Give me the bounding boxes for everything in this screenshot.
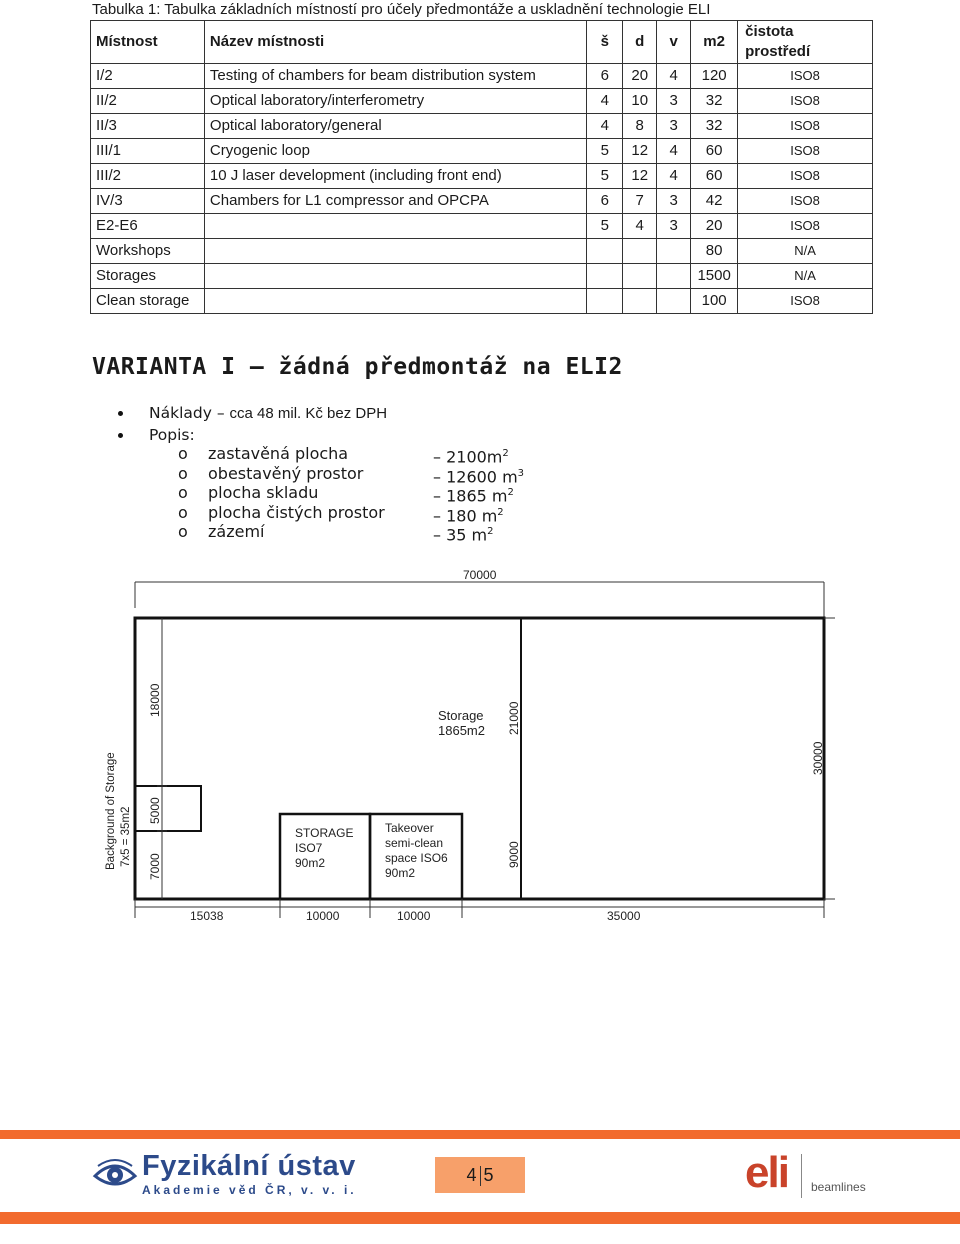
cell-room: Clean storage bbox=[91, 289, 205, 314]
table-row bbox=[91, 164, 873, 189]
footer-top-bar bbox=[0, 1130, 960, 1139]
bullet-icon bbox=[118, 433, 123, 438]
cell-environment: ISO8 bbox=[738, 139, 873, 164]
header-depth: d bbox=[623, 21, 657, 64]
sub-value-exp: 2 bbox=[497, 506, 504, 518]
sub-value-text: – 1865 m bbox=[433, 486, 508, 506]
cell-width bbox=[587, 264, 623, 289]
sub-marker: o bbox=[178, 463, 188, 483]
fzu-title: Fyzikální ústav bbox=[142, 1150, 356, 1182]
cell-name bbox=[204, 239, 586, 264]
table-row bbox=[91, 264, 873, 289]
building-outline bbox=[135, 618, 824, 899]
cell-depth bbox=[623, 239, 657, 264]
table-row bbox=[91, 239, 873, 264]
eli-subtitle: beamlines bbox=[811, 1180, 866, 1194]
cell-width bbox=[587, 289, 623, 314]
cell-room: E2-E6 bbox=[91, 214, 205, 239]
dim-left-18000: 18000 bbox=[148, 683, 162, 717]
fzu-logo bbox=[92, 1150, 357, 1202]
cell-environment: N/A bbox=[738, 239, 873, 264]
floor-plan bbox=[95, 560, 835, 930]
table-row bbox=[91, 114, 873, 139]
table-row bbox=[91, 89, 873, 114]
background-label-1: Background of Storage bbox=[105, 752, 117, 870]
table-header-row bbox=[91, 21, 873, 64]
cell-area: 20 bbox=[691, 214, 738, 239]
eli-wordmark: eli bbox=[745, 1148, 788, 1197]
footer-bottom-bar bbox=[0, 1212, 960, 1224]
costs-dash: – bbox=[211, 404, 230, 422]
cell-name bbox=[204, 264, 586, 289]
dim-21000: 21000 bbox=[507, 701, 521, 735]
takeover-label-1: Takeover bbox=[385, 821, 434, 835]
sub-label: zastavěná plocha bbox=[208, 444, 349, 463]
cell-environment: ISO8 bbox=[738, 214, 873, 239]
header-name: Název místnosti bbox=[204, 21, 586, 64]
description-label: Popis: bbox=[149, 426, 195, 444]
page-separator bbox=[480, 1166, 481, 1186]
fzu-subtitle: Akademie věd ČR, v. v. i. bbox=[142, 1183, 357, 1197]
cell-depth: 7 bbox=[623, 189, 657, 214]
sub-marker: o bbox=[178, 483, 188, 503]
table-row bbox=[91, 189, 873, 214]
background-room bbox=[135, 786, 201, 831]
storage-label-2: 1865m2 bbox=[438, 723, 485, 738]
cell-area: 120 bbox=[691, 64, 738, 89]
cell-depth: 10 bbox=[623, 89, 657, 114]
storage-label-1: Storage bbox=[438, 708, 484, 723]
header-env-line1: čistota bbox=[745, 23, 794, 40]
cell-width: 4 bbox=[587, 114, 623, 139]
cell-height: 3 bbox=[657, 89, 691, 114]
cell-area: 32 bbox=[691, 114, 738, 139]
cell-environment: N/A bbox=[738, 264, 873, 289]
cell-room: II/3 bbox=[91, 114, 205, 139]
rooms-table bbox=[90, 20, 873, 314]
dim-bottom-4: 35000 bbox=[607, 909, 641, 923]
dim-bottom-3: 10000 bbox=[397, 909, 431, 923]
cell-name bbox=[204, 289, 586, 314]
cell-height: 4 bbox=[657, 164, 691, 189]
cell-room: II/2 bbox=[91, 89, 205, 114]
costs-label: Náklady bbox=[149, 404, 212, 422]
cell-room: IV/3 bbox=[91, 189, 205, 214]
cell-width: 5 bbox=[587, 164, 623, 189]
cell-room: Workshops bbox=[91, 239, 205, 264]
cell-width: 5 bbox=[587, 139, 623, 164]
dim-left-7000: 7000 bbox=[148, 853, 162, 880]
sub-marker: o bbox=[178, 502, 188, 522]
sub-value-exp: 2 bbox=[487, 526, 494, 538]
cell-depth: 8 bbox=[623, 114, 657, 139]
takeover-label-2: semi-clean bbox=[385, 836, 444, 850]
header-area: m2 bbox=[691, 21, 738, 64]
sub-value-exp: 2 bbox=[502, 448, 509, 459]
cell-room: Storages bbox=[91, 264, 205, 289]
eli-divider bbox=[801, 1154, 802, 1198]
sub-value-exp: 3 bbox=[517, 467, 525, 479]
cell-name: 10 J laser development (including front end) bbox=[204, 164, 586, 189]
header-environment bbox=[738, 21, 873, 64]
sub-value-text: – 35 m bbox=[433, 525, 488, 545]
page-current: 4 bbox=[466, 1165, 477, 1185]
cell-depth bbox=[623, 289, 657, 314]
cell-name: Optical laboratory/interferometry bbox=[204, 89, 586, 114]
cell-area: 100 bbox=[691, 289, 738, 314]
cell-width bbox=[587, 239, 623, 264]
cell-height bbox=[657, 289, 691, 314]
cell-environment: ISO8 bbox=[738, 114, 873, 139]
header-room: Místnost bbox=[91, 21, 205, 64]
cell-area: 42 bbox=[691, 189, 738, 214]
cell-room: I/2 bbox=[91, 64, 205, 89]
table-row bbox=[91, 214, 873, 239]
dimension-top bbox=[135, 582, 824, 618]
fzu-eye-icon bbox=[92, 1152, 138, 1198]
clean-storage-label-3: 90m2 bbox=[295, 856, 326, 870]
table-caption: Tabulka 1: Tabulka základních místností pro účely předmontáže a uskladnění technologie ELI bbox=[92, 1, 711, 18]
cell-environment: ISO8 bbox=[738, 289, 873, 314]
takeover-label-3: space ISO6 bbox=[385, 851, 448, 865]
cell-environment: ISO8 bbox=[738, 89, 873, 114]
dimension-right bbox=[824, 618, 835, 899]
header-width: š bbox=[587, 21, 623, 64]
cell-name: Cryogenic loop bbox=[204, 139, 586, 164]
cell-environment: ISO8 bbox=[738, 64, 873, 89]
dim-right-label: 30000 bbox=[811, 741, 825, 775]
cell-room: III/1 bbox=[91, 139, 205, 164]
dim-bottom-1: 15038 bbox=[190, 909, 224, 923]
cell-width: 5 bbox=[587, 214, 623, 239]
header-height: v bbox=[657, 21, 691, 64]
sub-value-text: – 2100m bbox=[433, 447, 503, 467]
sub-value bbox=[433, 522, 494, 545]
cell-width: 4 bbox=[587, 89, 623, 114]
cell-area: 32 bbox=[691, 89, 738, 114]
sub-marker: o bbox=[178, 444, 188, 463]
dimension-bottom bbox=[135, 899, 824, 918]
cell-environment: ISO8 bbox=[738, 189, 873, 214]
cell-height: 3 bbox=[657, 189, 691, 214]
variant-title: VARIANTA I – žádná předmontáž na ELI2 bbox=[92, 354, 623, 380]
cell-environment: ISO8 bbox=[738, 164, 873, 189]
cell-depth: 12 bbox=[623, 139, 657, 164]
cell-height bbox=[657, 264, 691, 289]
dim-top-label: 70000 bbox=[463, 568, 497, 582]
sub-value-exp: 2 bbox=[507, 487, 514, 499]
costs-value: cca 48 mil. Kč bez DPH bbox=[229, 405, 388, 422]
cell-height: 4 bbox=[657, 64, 691, 89]
table-row bbox=[91, 289, 873, 314]
eli-logo bbox=[745, 1148, 875, 1204]
cell-room: III/2 bbox=[91, 164, 205, 189]
cell-width: 6 bbox=[587, 64, 623, 89]
dim-9000: 9000 bbox=[507, 841, 521, 868]
cell-height: 3 bbox=[657, 214, 691, 239]
sub-value-text: – 180 m bbox=[433, 506, 498, 526]
cell-width: 6 bbox=[587, 189, 623, 214]
dim-left-5000: 5000 bbox=[148, 797, 162, 824]
cell-name: Testing of chambers for beam distribution system bbox=[204, 64, 586, 89]
cell-area: 60 bbox=[691, 164, 738, 189]
cell-area: 1500 bbox=[691, 264, 738, 289]
sub-label: obestavěný prostor bbox=[208, 463, 364, 483]
page-number-box bbox=[435, 1157, 525, 1193]
cell-name bbox=[204, 214, 586, 239]
cell-name: Chambers for L1 compressor and OPCPA bbox=[204, 189, 586, 214]
takeover-label-4: 90m2 bbox=[385, 866, 416, 880]
cell-area: 80 bbox=[691, 239, 738, 264]
sub-label: plocha čistých prostor bbox=[208, 502, 385, 522]
table-row bbox=[91, 64, 873, 89]
sub-value-text: – 12600 m bbox=[433, 466, 518, 486]
cell-height bbox=[657, 239, 691, 264]
page-total: 5 bbox=[483, 1165, 494, 1185]
background-label-2: 7x5 = 35m2 bbox=[120, 806, 132, 867]
cell-depth: 12 bbox=[623, 164, 657, 189]
cell-name: Optical laboratory/general bbox=[204, 114, 586, 139]
dim-bottom-2: 10000 bbox=[306, 909, 340, 923]
clean-storage-label-1: STORAGE bbox=[295, 826, 354, 840]
header-env-line2: prostředí bbox=[745, 43, 811, 60]
cell-depth: 4 bbox=[623, 214, 657, 239]
table-row bbox=[91, 139, 873, 164]
cell-depth bbox=[623, 264, 657, 289]
costs-text bbox=[149, 402, 387, 425]
sub-label: zázemí bbox=[208, 522, 265, 542]
cell-area: 60 bbox=[691, 139, 738, 164]
cell-height: 3 bbox=[657, 114, 691, 139]
cell-depth: 20 bbox=[623, 64, 657, 89]
sub-label: plocha skladu bbox=[208, 483, 319, 503]
clean-storage-label-2: ISO7 bbox=[295, 841, 323, 855]
cell-height: 4 bbox=[657, 139, 691, 164]
bullet-icon bbox=[118, 411, 123, 416]
sub-marker: o bbox=[178, 522, 188, 542]
